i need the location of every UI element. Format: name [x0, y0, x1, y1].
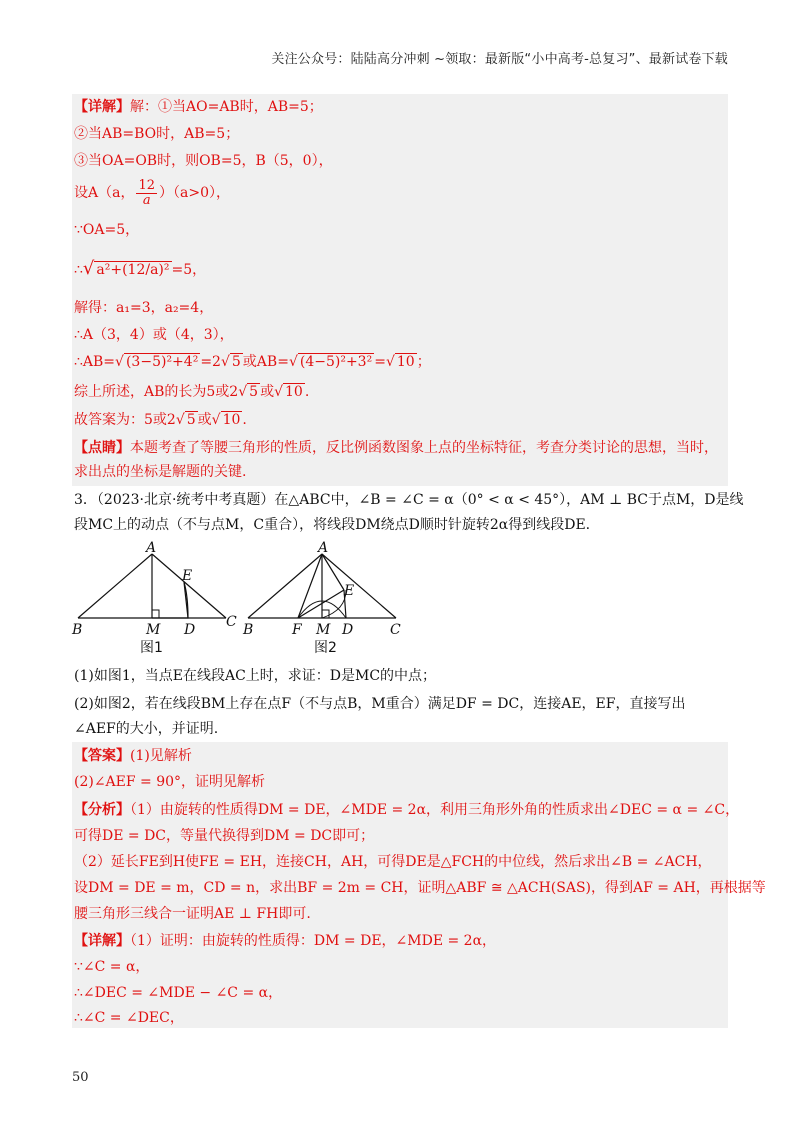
fig1-label-C: C — [226, 614, 237, 630]
analysis-line-1: 【分析】（1）由旋转的性质得DM = DE，∠MDE = 2α，利用三角形外角的性质求出∠DEC = α = ∠C， — [74, 802, 740, 818]
question-line-3: ∠AEF的大小，并证明. — [74, 721, 219, 737]
question-line-1: (1)如图1，当点E在线段AC上时，求证：D是MC的中点； — [74, 668, 437, 684]
answer-line-2: (2)∠AEF = 90°，证明见解析 — [74, 774, 266, 790]
detail-line-11: 故答案为：5或2√ 5 或√ 10 . — [74, 412, 247, 428]
fig2-label-D: D — [342, 622, 354, 638]
fig1-label-A: A — [146, 540, 157, 556]
answer-line-1: 【答案】(1)见解析 — [74, 748, 192, 764]
analysis-line-2: 可得DE = DC，等量代换得到DM = DC即可； — [74, 828, 375, 844]
figure-1 — [78, 554, 226, 618]
comment-line-2: 求出点的坐标是解题的关键. — [74, 464, 247, 480]
analysis-line-4: 设DM = DE = m，CD = n，求出BF = 2m = CH，证明△ABF ≅ △ACH(SAS)，得到AF = AH，再根据等 — [74, 880, 766, 896]
analysis-line-3: （2）延长FE到H使FE = EH，连接CH，AH，可得DE是△FCH的中位线，然后求出∠B = ∠ACH， — [74, 854, 712, 870]
fig1-label-E: E — [182, 568, 193, 584]
problem-line-1: 3．（2023·北京·统考中考真题）在△ABC中，∠B = ∠C = α（0° < α < 45°），AM ⊥ BC于点M，D是线 — [74, 492, 744, 508]
geometry-figures — [60, 540, 440, 665]
problem-line-2: 段MC上的动点（不与点M，C重合），将线段DM绕点D顺时针旋转2α得到线段DE. — [74, 517, 591, 533]
fig1-caption: 图1 — [140, 640, 163, 656]
detail-line-1: 【详解】解：①当AO=AB时，AB=5； — [74, 99, 323, 115]
detail2-line-1: 【详解】（1）证明：由旋转的性质得：DM = DE，∠MDE = 2α， — [74, 933, 497, 949]
comment-line-1: 【点睛】本题考查了等腰三角形的性质，反比例函数图象上点的坐标特征，考查分类讨论的思想，当时， — [74, 440, 718, 456]
detail-line-5: ∵OA=5， — [74, 222, 140, 238]
detail-line-9: ∴AB=√ (3−5)²+4² =2√ 5 或AB=√ (4−5)²+3² =√ 10 ； — [74, 354, 431, 370]
detail-line-6: ∴√ a²+(12/a)² =5， — [74, 258, 207, 279]
fig1-label-B: B — [72, 622, 83, 638]
fig2-label-F: F — [292, 622, 302, 638]
detail-line-7: 解得：a₁=3，a₂=4， — [74, 300, 214, 316]
detail2-line-2: ∵∠C = α， — [74, 959, 150, 975]
fig1-label-D: D — [184, 622, 196, 638]
detail-line-10: 综上所述，AB的长为5或2√ 5 或√ 10 . — [74, 384, 310, 400]
detail-line-4: 设A（a， $\frac{12}{a}$ ）（a>0）， — [74, 177, 230, 208]
detail-line-3: ③当OA=OB时，则OB=5，B（5，0）， — [74, 153, 333, 169]
page-number: 50 — [72, 1070, 89, 1085]
figure-2 — [248, 554, 396, 618]
fig2-label-E: E — [344, 583, 355, 599]
page-header: 关注公众号：陆陆高分冲刺 ~领取：最新版“小中高考-总复习”、最新试卷下载 — [271, 52, 728, 67]
detail2-line-3: ∴∠DEC = ∠MDE − ∠C = α， — [74, 985, 283, 1001]
fig2-label-M: M — [316, 622, 331, 638]
question-line-2: (2)如图2，若在线段BM上存在点F（不与点B，M重合）满足DF = DC，连接AE，EF，直接写出 — [74, 696, 686, 712]
detail-line-8: ∴A（3，4）或（4，3）， — [74, 327, 234, 343]
fig2-label-B: B — [243, 622, 254, 638]
fig2-caption: 图2 — [314, 640, 337, 656]
fig2-label-C: C — [390, 622, 401, 638]
fig1-label-M: M — [146, 622, 161, 638]
analysis-line-5: 腰三角形三线合一证明AE ⊥ FH即可. — [74, 906, 311, 922]
fig2-label-A: A — [318, 540, 329, 556]
detail2-line-4: ∴∠C = ∠DEC， — [74, 1010, 184, 1026]
detail-line-2: ②当AB=BO时，AB=5； — [74, 126, 240, 142]
